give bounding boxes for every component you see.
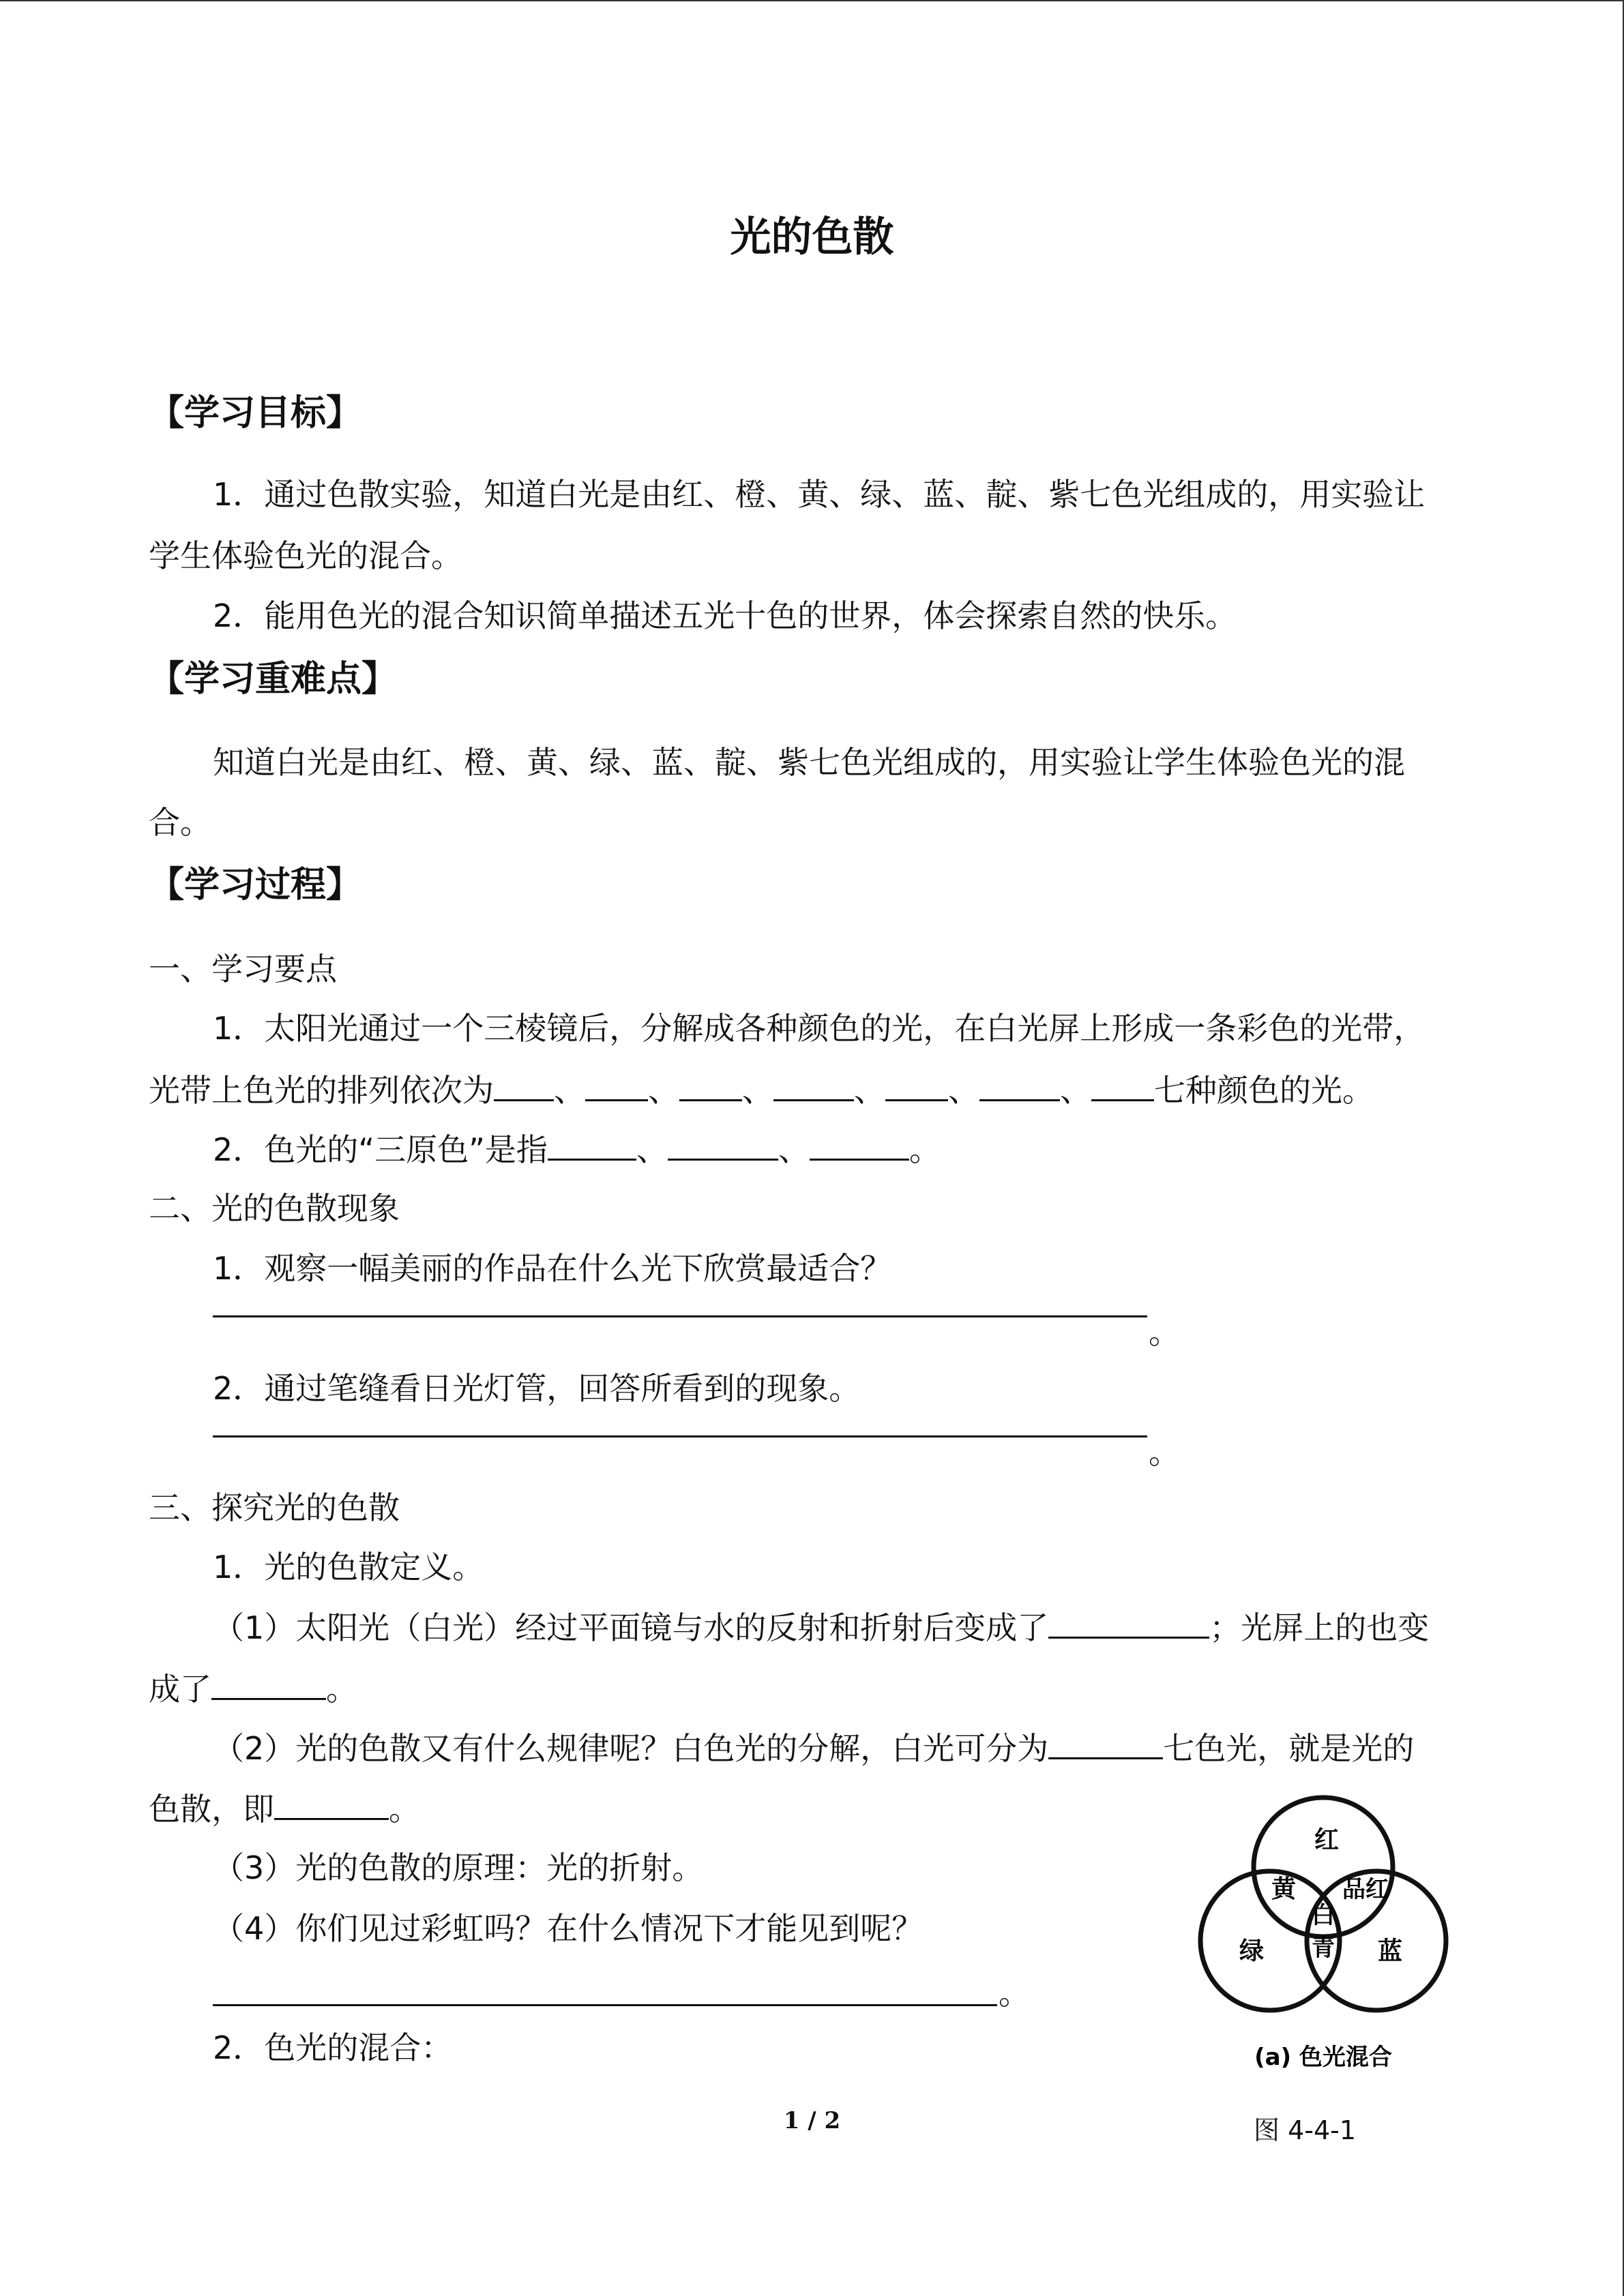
separator: 、 xyxy=(1060,1072,1091,1109)
answer-blank-color-4[interactable] xyxy=(773,1069,854,1101)
part-3-mixing: 2．色光的混合： xyxy=(213,2029,453,2066)
answer-blank-color-3[interactable] xyxy=(679,1069,742,1101)
part-3-p1-text-c: 成了 xyxy=(149,1671,211,1708)
part-3-p2-text-a: （2）光的色散又有什么规律呢？白色光的分解，白光可分为 xyxy=(213,1730,1049,1767)
part-3-p1-text-a: （1）太阳光（白光）经过平面镜与水的反射和折射后变成了 xyxy=(213,1609,1049,1646)
answer-blank-primary-3[interactable] xyxy=(810,1129,909,1161)
part-1-q1-suffix: 七种颜色的光。 xyxy=(1154,1072,1374,1109)
answer-blank-color-2[interactable] xyxy=(585,1069,648,1101)
separator: 、 xyxy=(742,1072,773,1109)
separator: 、 xyxy=(554,1072,585,1109)
separator: 、 xyxy=(854,1072,885,1109)
answer-blank-color-5[interactable] xyxy=(885,1069,948,1101)
page-number: 1 / 2 xyxy=(783,2107,841,2134)
label-white: 白 xyxy=(1312,1902,1335,1929)
answer-line-part-2-q1[interactable] xyxy=(213,1315,1147,1317)
part-1-q2-prefix: 2．色光的“三原色”是指 xyxy=(213,1131,548,1168)
answer-blank-primary-1[interactable] xyxy=(548,1129,636,1161)
answer-line-part-2-q2[interactable] xyxy=(213,1435,1147,1437)
period: 。 xyxy=(909,1131,941,1168)
objective-2: 2．能用色光的混合知识简单描述五光十色的世界，体会探索自然的快乐。 xyxy=(213,597,1237,634)
label-magenta: 品红 xyxy=(1342,1876,1389,1903)
color-mixing-figure xyxy=(1187,1793,1460,2073)
answer-blank-p2-1[interactable] xyxy=(1048,1727,1163,1759)
part-3-heading: 三、探究光的色散 xyxy=(149,1489,400,1526)
part-3-p2-text-b: 七色光，就是光的 xyxy=(1163,1730,1415,1767)
part-3-p1-text-b: ；光屏上的也变 xyxy=(1209,1609,1430,1646)
part-3-p1-line-2 xyxy=(149,1668,357,1710)
part-3-p3: （3）光的色散的原理：光的折射。 xyxy=(213,1849,704,1886)
separator: 、 xyxy=(778,1131,810,1168)
separator: 、 xyxy=(648,1072,679,1109)
part-3-p4: （4）你们见过彩虹吗？在什么情况下才能见到呢？ xyxy=(213,1910,924,1947)
period: 。 xyxy=(389,1791,420,1828)
label-yellow: 黄 xyxy=(1271,1875,1297,1903)
figure-caption: 图 4-4-1 xyxy=(1254,2115,1357,2145)
answer-blank-color-7[interactable] xyxy=(1091,1069,1154,1101)
label-cyan: 青 xyxy=(1312,1935,1335,1962)
page-title: 光的色散 xyxy=(730,213,894,261)
period: 。 xyxy=(1149,1314,1180,1351)
part-1-q1-prefix: 光带上色光的排列依次为 xyxy=(149,1072,494,1109)
part-2-heading: 二、光的色散现象 xyxy=(149,1190,400,1227)
period: 。 xyxy=(999,1975,1030,2012)
part-1-q2 xyxy=(213,1129,941,1170)
section-heading-key-points: 【学习重难点】 xyxy=(149,659,398,700)
part-2-q1: 1．观察一幅美丽的作品在什么光下欣赏最适合？ xyxy=(213,1250,892,1287)
part-3-definition: 1．光的色散定义。 xyxy=(213,1549,484,1585)
label-green: 绿 xyxy=(1239,1937,1265,1965)
figure-subcaption: (a) 色光混合 xyxy=(1254,2044,1392,2071)
part-3-p1-line-1 xyxy=(213,1607,1429,1648)
part-1-q1-line-1: 1．太阳光通过一个三棱镜后，分解成各种颜色的光，在白光屏上形成一条彩色的光带， xyxy=(213,1010,1426,1047)
section-heading-process: 【学习过程】 xyxy=(149,865,362,906)
answer-blank-primary-2[interactable] xyxy=(668,1129,778,1161)
period: 。 xyxy=(1149,1434,1180,1471)
answer-blank-color-6[interactable] xyxy=(979,1069,1060,1101)
answer-line-part-3-p4[interactable] xyxy=(213,2004,997,2006)
part-3-p2-line-2 xyxy=(149,1788,420,1830)
answer-blank-p1-2[interactable] xyxy=(211,1668,326,1700)
answer-blank-p2-2[interactable] xyxy=(274,1788,389,1820)
key-points-line-1: 知道白光是由红、橙、黄、绿、蓝、靛、紫七色光组成的，用实验让学生体验色光的混 xyxy=(213,744,1405,781)
part-1-heading: 一、学习要点 xyxy=(149,951,337,987)
part-3-p2-line-1 xyxy=(213,1727,1414,1769)
objective-1-line-1: 1．通过色散实验，知道白光是由红、橙、黄、绿、蓝、靛、紫七色光组成的，用实验让 xyxy=(213,476,1426,513)
key-points-line-2: 合。 xyxy=(149,804,211,841)
separator: 、 xyxy=(636,1131,668,1168)
label-blue: 蓝 xyxy=(1377,1937,1403,1965)
part-2-q2: 2．通过笔缝看日光灯管，回答所看到的现象。 xyxy=(213,1370,861,1407)
section-heading-objectives: 【学习目标】 xyxy=(149,393,362,434)
objective-1-line-2: 学生体验色光的混合。 xyxy=(149,537,462,574)
label-red: 红 xyxy=(1314,1826,1340,1854)
part-1-q1-line-2 xyxy=(149,1069,1374,1111)
answer-blank-color-1[interactable] xyxy=(494,1069,554,1101)
answer-blank-p1-1[interactable] xyxy=(1048,1607,1209,1639)
part-3-p2-text-c: 色散，即 xyxy=(149,1791,274,1828)
period: 。 xyxy=(326,1671,357,1708)
separator: 、 xyxy=(948,1072,979,1109)
